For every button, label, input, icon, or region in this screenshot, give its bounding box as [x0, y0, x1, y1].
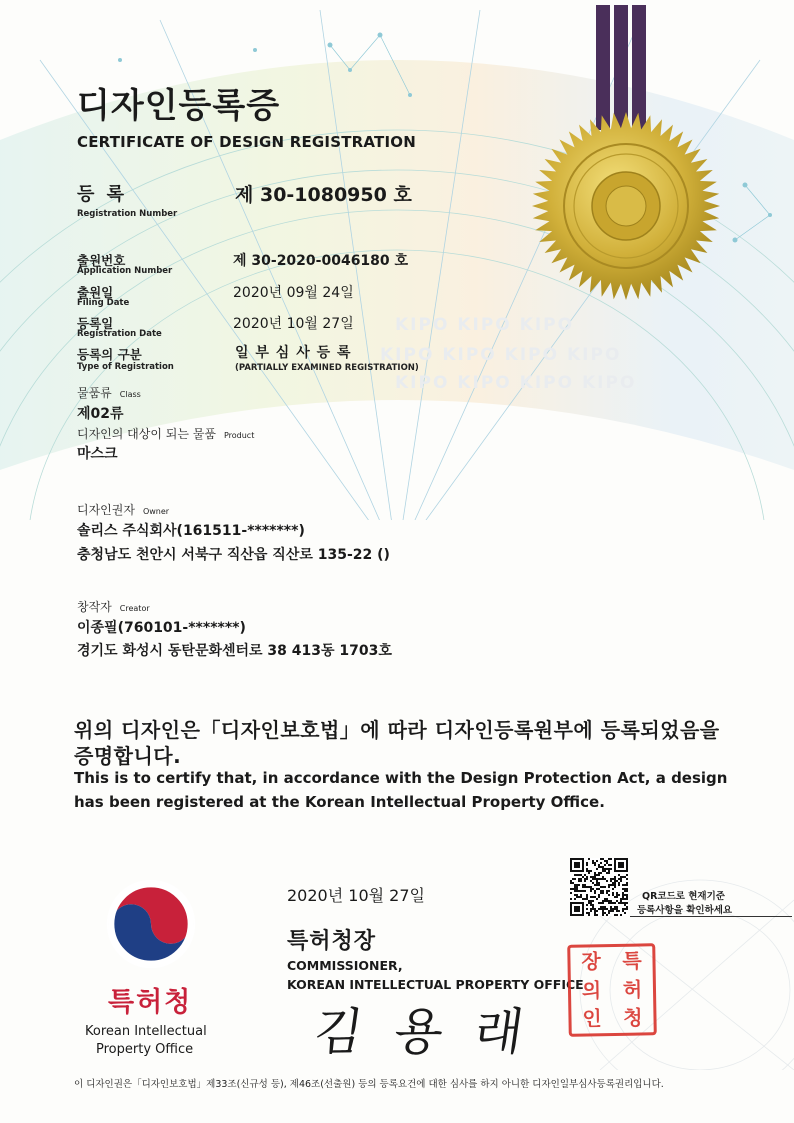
certification-en-line2: has been registered at the Korean Intellectual Property Office.: [74, 793, 605, 811]
commissioner-title-en1: COMMISSIONER,: [287, 958, 403, 973]
footer-note: 이 디자인권은「디자인보호법」제33조(신규성 등), 제46조(선출원) 등의 등록요건에 대한 심사를 하지 아니한 디자인일부심사등록권리입니다.: [74, 1079, 664, 1090]
class-value: 제02류: [77, 406, 124, 422]
issue-date: 2020년 10월 27일: [287, 886, 425, 905]
type-value-en: (PARTIALLY EXAMINED REGISTRATION): [235, 363, 419, 373]
class-label: 물품류 Class: [77, 386, 141, 400]
type-label: 등록의 구분: [77, 347, 142, 362]
product-label: 디자인의 대상이 되는 물품 Product: [77, 427, 255, 441]
certification-en-line1: This is to certify that, in accordance with the Design Protection Act, a design: [74, 769, 728, 787]
logo-text-ko: 특허청: [108, 987, 193, 1018]
owner-label: 디자인권자 Owner: [77, 503, 170, 517]
stamp-char: 특: [622, 948, 642, 973]
filing-label: 출원일: [77, 285, 114, 300]
owner-address: 충청남도 천안시 서북구 직산읍 직산로 135-22 (): [77, 547, 390, 563]
svg-text:KIPO KIPO KIPO: KIPO KIPO KIPO: [395, 315, 575, 335]
registration-date: 2020년 10월 27일: [233, 316, 354, 332]
registration-date-label-en: Registration Date: [77, 329, 162, 339]
stamp-char: 장: [581, 949, 601, 974]
commissioner-title-ko: 특허청장: [287, 929, 377, 954]
registration-label: 등 록: [77, 184, 128, 205]
qr-code-icon: [570, 858, 628, 916]
type-value: 일 부 심 사 등 록: [235, 345, 352, 361]
svg-text:KIPO KIPO KIPO KIPO: KIPO KIPO KIPO KIPO: [380, 345, 622, 365]
logo-text-en-line2: Property Office: [96, 1042, 194, 1057]
qr-caption-line1: QR코드로 현재기준: [642, 891, 725, 902]
official-stamp: [567, 943, 657, 1037]
svg-text:KIPO KIPO KIPO KIPO: KIPO KIPO KIPO KIPO: [395, 373, 637, 393]
gold-seal-icon: [530, 110, 722, 302]
registration-number: 제 30-1080950 호: [235, 184, 412, 206]
application-number: 제 30-2020-0046180 호: [233, 253, 409, 269]
creator-name: 이종필(760101-*******): [77, 620, 246, 636]
certification-ko-line2: 증명합니다.: [74, 744, 182, 768]
stamp-char: 허: [622, 977, 643, 1002]
commissioner-signature: 김 용 래: [310, 1003, 536, 1061]
creator-label: 창작자 Creator: [77, 600, 150, 614]
application-label: 출원번호: [77, 253, 126, 268]
creator-address: 경기도 화성시 동탄문화센터로 38 413동 1703호: [77, 643, 392, 659]
certification-ko-line1: 위의 디자인은「디자인보호법」에 따라 디자인등록원부에 등록되었음을: [74, 718, 720, 742]
logo-text-en-line1: Korean Intellectual: [85, 1024, 207, 1039]
stamp-char: 인: [582, 1006, 602, 1031]
registration-date-label: 등록일: [77, 316, 114, 331]
page-title: 디자인등록증: [77, 86, 281, 126]
kipo-logo-icon: [104, 877, 198, 971]
owner-name: 솔리스 주식회사(161511-*******): [77, 523, 305, 539]
registration-label-en: Registration Number: [77, 209, 178, 219]
qr-caption-underline: [630, 916, 792, 917]
page-subtitle: CERTIFICATE OF DESIGN REGISTRATION: [77, 133, 416, 151]
filing-date: 2020년 09월 24일: [233, 285, 354, 301]
product-value: 마스크: [77, 446, 118, 462]
stamp-char: 청: [623, 1005, 643, 1031]
qr-caption-line2: 등록사항을 확인하세요: [637, 905, 733, 916]
application-label-en: Application Number: [77, 266, 173, 276]
type-label-en: Type of Registration: [77, 362, 174, 372]
filing-label-en: Filing Date: [77, 298, 130, 308]
stamp-char: 의: [581, 977, 602, 1003]
commissioner-title-en2: KOREAN INTELLECTUAL PROPERTY OFFICE: [287, 977, 584, 992]
